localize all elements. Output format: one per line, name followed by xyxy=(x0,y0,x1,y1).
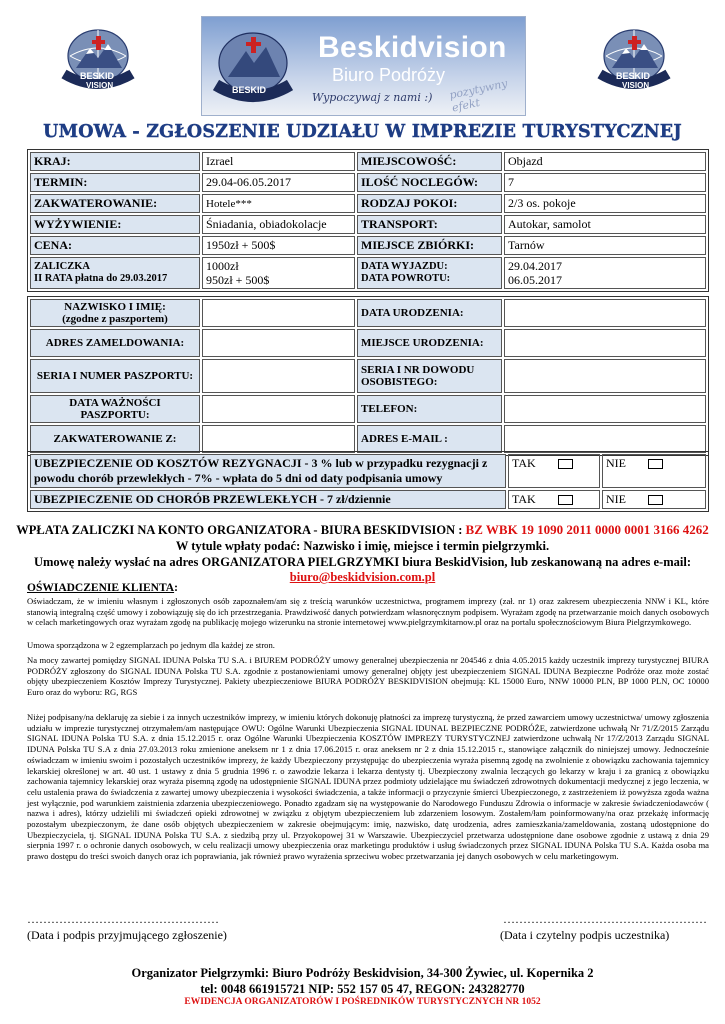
table-row xyxy=(30,152,706,171)
table-row xyxy=(30,257,706,289)
zaliczka-label xyxy=(30,257,200,289)
transport-label: TRANSPORT: xyxy=(357,215,502,234)
logo-right xyxy=(592,22,676,100)
declaration-p1: Oświadczam, że w imieniu własnym i zgłoszonych osób zapoznałem/am się z treścią warunków uczestnictwa, programem imprezy (zał. nr 1) oraz zakresem ubezpieczenia NNW i KL, które stanowią integralną część umowy i zobowiązuję się do ich przestrzegania. Prawdziwość danych potwierdzam własnoręcznym podpisem. Wyrażam zgodę na przetwarzanie moich danych osobowych w celach marketingowych oraz wyrażam zgodę na publikację mojego wizerunku na stronie internetowej www.pielgrzymkitarnow.pl oraz na portalu społecznościowym Biura Pielgrzymkowego. xyxy=(27,596,709,628)
signature-line-right: …………………………………………… xyxy=(503,912,707,926)
nazwisko-label xyxy=(30,299,200,327)
zaliczka-value xyxy=(202,257,355,289)
email-label: ADRES E-MAIL : xyxy=(357,425,502,453)
nazwisko-field[interactable] xyxy=(202,299,355,327)
logo-left-text2: VISION xyxy=(86,81,114,90)
daty-value xyxy=(504,257,706,289)
telefon-field[interactable] xyxy=(504,395,706,423)
tak-label: TAK xyxy=(512,456,536,470)
choroby-nie xyxy=(602,490,706,509)
transport-value: Autokar, samolot xyxy=(504,215,706,234)
table-row xyxy=(30,359,706,393)
table-row xyxy=(30,395,706,423)
footer-organizer: Organizator Pielgrzymki: Biuro Podróży Beskidvision, 34-300 Żywiec, ul. Kopernika 2 xyxy=(131,966,594,980)
miejsce-label: MIEJSCE URODZENIA: xyxy=(357,329,502,357)
declaration-heading-text: OŚWIADCZENIE KLIENTA xyxy=(27,582,175,594)
miejscowosc-value: Objazd xyxy=(504,152,706,171)
signature-label-right: (Data i czytelny podpis uczestnika) xyxy=(500,928,670,942)
banner-logo-icon xyxy=(208,21,298,113)
banner-logo-text: BESKID xyxy=(232,85,267,95)
rata-amount: 950zł + 500$ xyxy=(206,273,270,287)
daty-label xyxy=(357,257,502,289)
table-row xyxy=(30,425,706,453)
dowod-label: SERIA I NR DOWODU OSOBISTEGO: xyxy=(357,359,502,393)
tak-checkbox[interactable] xyxy=(558,459,573,469)
nazwisko-sub: (zgodne z paszportem) xyxy=(62,313,168,325)
table-row xyxy=(30,194,706,213)
paszport-field[interactable] xyxy=(202,359,355,393)
rezygnacja-tak xyxy=(508,454,600,488)
logo-right-text2: VISION xyxy=(622,81,650,90)
cena-value: 1950zł + 500$ xyxy=(202,236,355,255)
nazwisko-label-text: NAZWISKO I IMIĘ: xyxy=(64,301,166,313)
zakwaterowanie-value: Hotele*** xyxy=(202,194,355,213)
table-row xyxy=(30,299,706,327)
rata-label-text: II RATA płatna do 29.03.2017 xyxy=(34,273,168,284)
rezygnacja-label xyxy=(30,454,506,488)
zakw-label: ZAKWATEROWANIE Z: xyxy=(30,425,200,453)
wyzywienie-label: WYŻYWIENIE: xyxy=(30,215,200,234)
rezygnacja-line2: powodu chorób przewlekłych - 7% - wpłata do 5 dni od daty podpisania umowy xyxy=(34,471,443,485)
insurance-table xyxy=(27,451,709,512)
noclegi-label: ILOŚĆ NOCLEGÓW: xyxy=(357,173,502,192)
waznosc-field[interactable] xyxy=(202,395,355,423)
dowod-field[interactable] xyxy=(504,359,706,393)
banner-subtitle: Biuro Podróży xyxy=(332,65,446,85)
declaration-p2: Umowa sporządzona w 2 egzemplarzach po jednym dla każdej ze stron. xyxy=(27,640,275,650)
table-row xyxy=(30,215,706,234)
email-field[interactable] xyxy=(504,425,706,453)
page-title: UMOWA - ZGŁOSZENIE UDZIAŁU W IMPREZIE TURYSTYCZNEJ xyxy=(43,122,682,142)
pokoj-value: 2/3 os. pokoje xyxy=(504,194,706,213)
miejsce-field[interactable] xyxy=(504,329,706,357)
paszport-label: SERIA I NUMER PASZPORTU: xyxy=(30,359,200,393)
tak-label: TAK xyxy=(512,492,536,506)
payment-line2: W tytule wpłaty podać: Nazwisko i imię, miejsce i termin pielgrzymki. xyxy=(175,539,550,553)
table-row xyxy=(30,329,706,357)
payment-email-link[interactable]: biuro@beskidvision.com.pl xyxy=(289,570,436,584)
miejscowosc-label: MIEJSCOWOŚĆ: xyxy=(357,152,502,171)
termin-label: TERMIN: xyxy=(30,173,200,192)
declaration-p3: Na mocy zawartej pomiędzy SIGNAL IDUNA Polska TU S.A. i BIUREM PODRÓŻY umowy generalnej ubezpieczenia nr 204546 z dnia 4.05.2015 każdy uczestnik imprezy turystycznej BIURA PODRÓŻY zgłoszony do SIGNAL IDUNA Polska TU S.A. zgodnie z postanowieniami umowy generalnej objęty jest ubezpieczeniem SIGNAL IDUNA Bezpieczne Podróże oraz może zostać objęty ubezpieczeniem Kosztów Imprezy Turystycznej. Pakiety ubezpieczeniowe BIURA PODRÓŻY BESKIDVISION obejmują: KL 15000 Euro, NNW 10000 PLN, BP 1000 PLN, OC 10000 Euro oraz do wyboru: RG, RGS xyxy=(27,655,709,698)
rezygnacja-line1: UBEZPIECZENIE OD KOSZTÓW REZYGNACJI - 3 % lub w przypadku rezygnacji z xyxy=(34,456,488,470)
nie-checkbox[interactable] xyxy=(648,495,663,505)
banner-tagline2: pozytywny efekt xyxy=(448,76,509,115)
account-number: BZ WBK 19 1090 2011 0000 0001 3166 4262 xyxy=(465,522,709,537)
banner xyxy=(201,16,526,116)
rezygnacja-nie xyxy=(602,454,706,488)
urodzenia-label: DATA URODZENIA: xyxy=(357,299,502,327)
table-row xyxy=(30,490,706,509)
signature-label-left: (Data i podpis przyjmującego zgłoszenie) xyxy=(27,928,227,942)
kraj-label: KRAJ: xyxy=(30,152,200,171)
powrot-label: DATA POWROTU: xyxy=(361,273,451,284)
choroby-label: UBEZPIECZENIE OD CHORÓB PRZEWLEKŁYCH - 7 zł/dziennie xyxy=(30,490,506,509)
logo-right-text1: BESKID xyxy=(616,71,651,81)
wyjazd-value: 29.04.2017 xyxy=(508,259,562,273)
zakw-field[interactable] xyxy=(202,425,355,453)
zbiorka-value: Tarnów xyxy=(504,236,706,255)
nie-label: NIE xyxy=(606,492,626,506)
payment-line3: Umowę należy wysłać na adres ORGANIZATORA PIELGRZYMKI biura BeskidVision, lub zeskanowaną na adres e-mail: xyxy=(33,555,691,569)
choroby-tak xyxy=(508,490,600,509)
noclegi-value: 7 xyxy=(504,173,706,192)
kraj-value: Izrael xyxy=(202,152,355,171)
urodzenia-field[interactable] xyxy=(504,299,706,327)
wyzywienie-value: Śniadania, obiadokolacje xyxy=(202,215,355,234)
footer-registry: EWIDENCJA ORGANIZATORÓW I POŚREDNIKÓW TURYSTYCZNYCH NR 1052 xyxy=(184,997,541,1007)
adres-field[interactable] xyxy=(202,329,355,357)
zbiorka-label: MIEJSCE ZBIÓRKI: xyxy=(357,236,502,255)
wyjazd-label: DATA WYJAZDU: xyxy=(361,261,448,272)
telefon-label: TELEFON: xyxy=(357,395,502,423)
adres-label: ADRES ZAMELDOWANIA: xyxy=(30,329,200,357)
pokoj-label: RODZAJ POKOI: xyxy=(357,194,502,213)
nie-label: NIE xyxy=(606,456,626,470)
person-table xyxy=(27,296,709,456)
termin-value: 29.04-06.05.2017 xyxy=(202,173,355,192)
table-row xyxy=(30,173,706,192)
logo-left xyxy=(56,22,140,100)
banner-tagline: Wypoczywaj z nami :) xyxy=(312,91,433,104)
payment-prefix: WPŁATA ZALICZKI NA KONTO ORGANIZATORA - BIURA BESKIDVISION : xyxy=(16,523,466,537)
zaliczka-amount: 1000zł xyxy=(206,259,239,273)
footer-contact: tel: 0048 661915721 NIP: 552 157 05 47, REGON: 243282770 xyxy=(200,982,525,996)
cena-label: CENA: xyxy=(30,236,200,255)
zakwaterowanie-label: ZAKWATEROWANIE: xyxy=(30,194,200,213)
zaliczka-label-text: ZALICZKA xyxy=(34,261,91,272)
table-row xyxy=(30,236,706,255)
signature-line-left: ………………………………………… xyxy=(27,912,219,926)
nie-checkbox[interactable] xyxy=(648,459,663,469)
powrot-value: 06.05.2017 xyxy=(508,273,562,287)
waznosc-label: DATA WAŻNOŚCI PASZPORTU: xyxy=(30,395,200,423)
banner-title: Beskidvision xyxy=(318,31,507,64)
table-row xyxy=(30,454,706,488)
payment-line1 xyxy=(0,522,725,538)
tak-checkbox[interactable] xyxy=(558,495,573,505)
trip-table xyxy=(27,149,709,292)
logo-left-text1: BESKID xyxy=(80,71,115,81)
declaration-p4: Niżej podpisany/na deklaruję za siebie i za innych uczestników imprezy, w imieniu których dokonuję płatności za imprezę turystyczną, że przed zawarciem umowy uczestnictwa/ umowy zgłoszenia udziału w imprezie turystycznej otrzymałem/am następujące OWU: Ogólne Warunki Ubezpieczenia SIGNAL IDUNAL BEZPIECZNE PODRÓŻE, zatwierdzone uchwałą Nr 71/Z/2015 Zarządu SIGNAL IDUNA Polska TU S.A. z dnia 15.12.2015 r. oraz Ogólne Warunki Ubezpieczenia KOSZTÓW IMPREZY TURYSTYCZNEJ zatwierdzone uchwałą Nr 17/Z/2013 Zarządu SIGNAL IDUNA Polska TU S.A z dnia 27.03.2013 roku zmienione aneksem nr 1 z dnia 17.06.2015 r. oraz aneksem nr 2 z dnia 15.12.2015 r., stanowiące załącznik do niniejszej umowy. Jednocześnie oświadczam w imieniu swoim i pozostałych uczestników imprezy, że każdy Ubezpieczony przystępując do ubezpieczenia wyraża pisemną zgodę na zwolnienie z obowiązku zachowania tajemnicy lekarskiej określonej w art. 40 ust. 1 ustawy z dnia 5 grudnia 1996 r. o zawodzie lekarza i lekarza dentysty tj. Ubezpieczony zwalnia leczących go lekarzy w kraju i za granicą z obowiązku zachowania tajemnicy lekarskiej oraz wyraża pisemną zgodę na udostępnienie SIGNAL IDUNA przez podmioty udzielające mu świadczeń zdrowotnych dokumentacji medycznej z jego leczenia, w celu ustalenia prawa do świadczenia z zawartej umowy ubezpieczenia i wysokości świadczenia, a także informacji o przyczynie śmierci Ubezpieczonego, z zastrzeżeniem iż powyższa zgoda ważna jest wyłącznie, pod warunkiem zaistnienia zdarzenia ubezpieczeniowego. Ponadto zgadzam się na występowanie do Narodowego Funduszu Zdrowia o informacje w zakresie świadczeniodawców ( nazwa i adres), którzy udzielili mi świadczeń opieki zdrowotnej w związku z objętym ubezpieczeniem lub zdarzeniem losowym. Zostałem/łam poinformowany/na oraz przekażę informację pozostałym ubezpieczonym, że dane osób objętych ubezpieczeniem w zakresie obejmującym: imię, nazwisko, datę urodzenia, adres zamieszkania/zameldowania, zostaną udostępnione do Ubezpieczyciela, tj. SIGNAL IDUNA Polska TU S.A. z siedzibą przy ul. Przyokopowej 31 w Warszawie. Ubezpieczyciel przetwarza udostępnione dane osobowe zgodnie z ustawą z dnia 29 sierpnia 1997 r. o ochronie danych osobowych, w celu realizacji umowy ubezpieczenia oraz marketingu produktów i usług świadczonych przez SIGNAL IDUNA Polska TU S.A. Każda osoba ma prawo dostępu do treści swoich danych oraz ich poprawiania, jak również prawo wyrażenia sprzeciwu wobec przetwarzania jej danych osobowych w celu marketingowym. xyxy=(27,712,709,862)
declaration-heading: OŚWIADCZENIE KLIENTA: xyxy=(27,582,178,594)
